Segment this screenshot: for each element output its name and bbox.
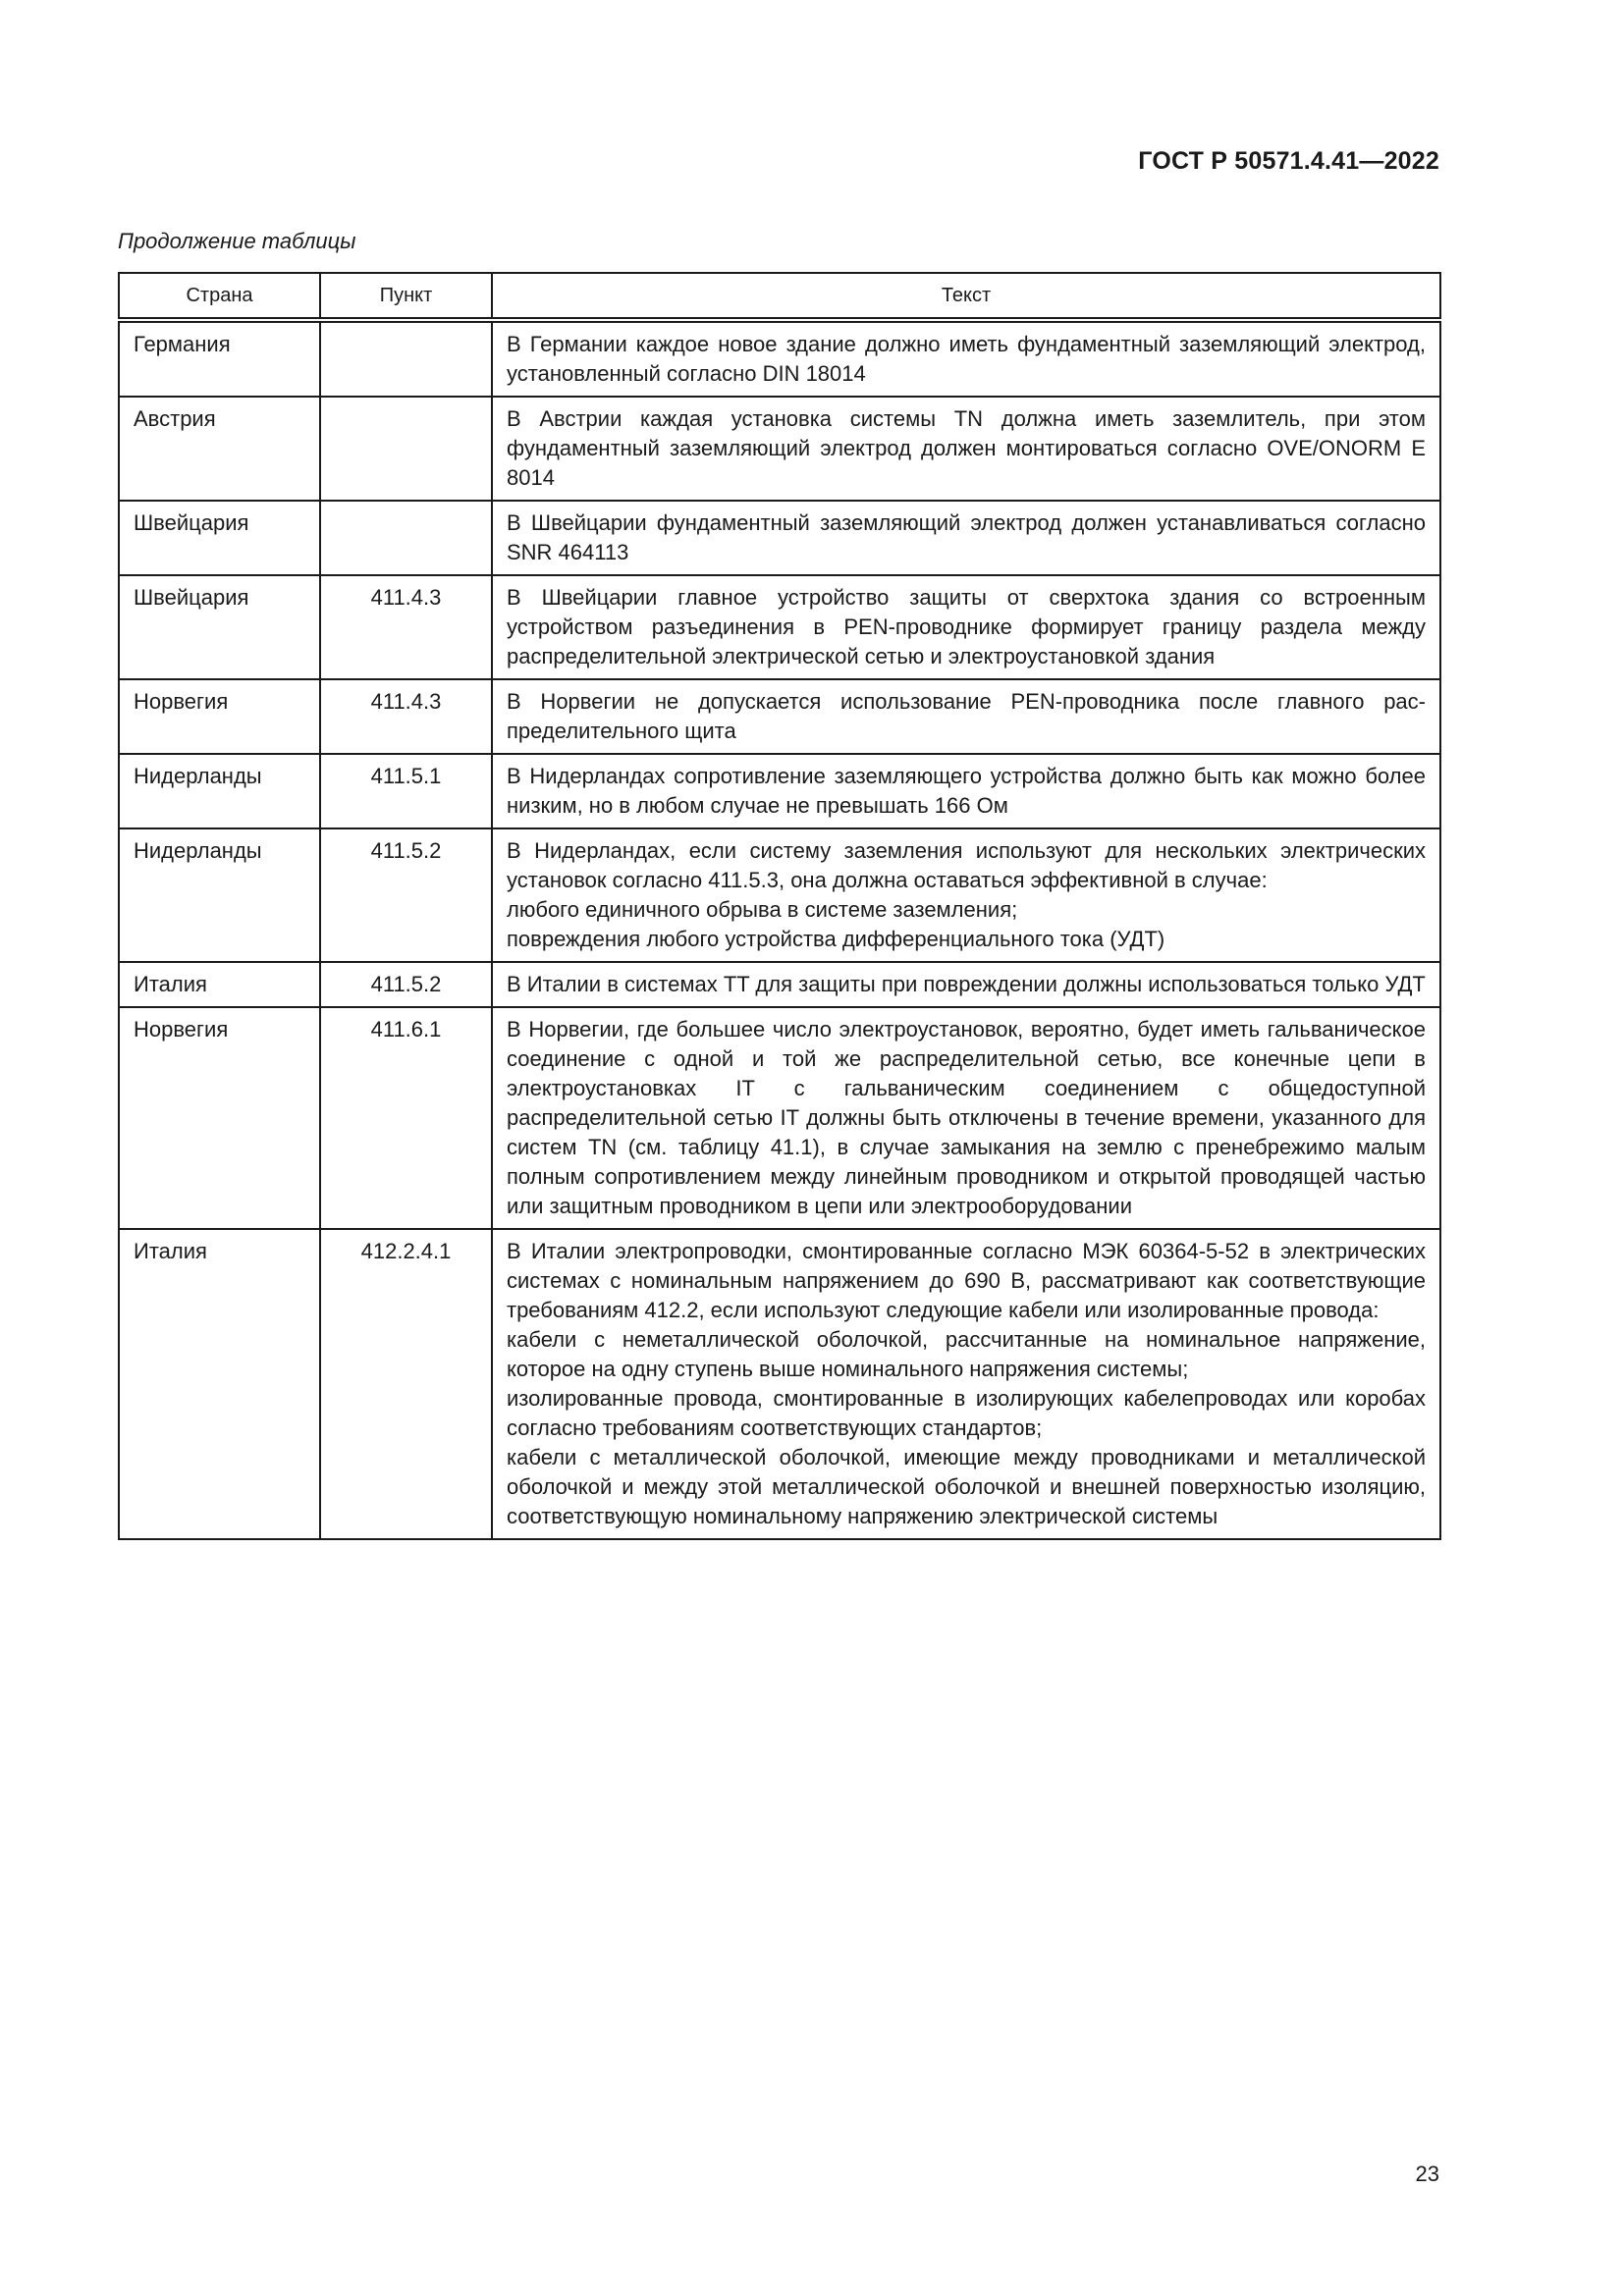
clause-cell <box>320 501 492 575</box>
text-cell <box>492 575 1440 679</box>
text-cell <box>492 828 1440 962</box>
clause-cell: 412.2.4.1 <box>320 1229 492 1539</box>
text-paragraph: любого единичного обрыва в системе заземления; <box>507 897 1018 922</box>
country-cell: Швейцария <box>119 575 320 679</box>
text-paragraph: В Швейцарии главное устройство защиты от сверхтока здания со встроенным устройством разъединения в PEN-проводнике формирует границу раздела между распределительной электрической сетью и электроустановкой здания <box>507 585 1426 668</box>
text-paragraph: В Норвегии, где большее число электроустановок, вероятно, будет иметь гальваническое соединение с одной и той же распределительной сетью, все конечные цепи в электроустановках IT с гальваническим соединением с общедоступной распределительной сетью IT должны быть отключены в течение времени, указанного для систем TN (см. таблицу 41.1), в случае замыкания на землю с пренебрежимо малым полным сопротивлением между линейным проводником и открытой проводящей частью или защитным проводником в цепи или электрооборудовании <box>507 1017 1426 1218</box>
column-header-clause: Пункт <box>320 273 492 320</box>
clause-cell: 411.4.3 <box>320 679 492 754</box>
text-paragraph: В Нидерландах сопротивление заземляющего устройства должно быть как можно более низким, но в любом случае не превышать 166 Ом <box>507 764 1426 818</box>
text-cell <box>492 679 1440 754</box>
text-paragraph: В Австрии каждая установка системы TN должна иметь заземлитель, при этом фундаментный заземляющий электрод должен монтироваться согласно OVE/ONORM E 8014 <box>507 406 1426 490</box>
text-paragraph: В Италии в системах TT для защиты при повреждении должны использоваться только УДТ <box>507 972 1426 996</box>
requirements-table <box>118 272 1441 1540</box>
text-cell <box>492 1229 1440 1539</box>
table-body <box>119 320 1440 1539</box>
table-caption: Продолжение таблицы <box>118 229 356 253</box>
country-cell: Швейцария <box>119 501 320 575</box>
table-row <box>119 501 1440 575</box>
table-row <box>119 754 1440 828</box>
table-header-row <box>119 273 1440 320</box>
text-paragraph: В Германии каждое новое здание должно иметь фундаментный заземляющий электрод, установленный согласно DIN 18014 <box>507 332 1426 386</box>
country-cell: Италия <box>119 962 320 1007</box>
clause-cell: 411.6.1 <box>320 1007 492 1229</box>
clause-cell <box>320 320 492 397</box>
country-cell: Нидерланды <box>119 754 320 828</box>
clause-cell: 411.5.2 <box>320 828 492 962</box>
text-cell <box>492 501 1440 575</box>
text-paragraph: В Норвегии не допускается использование PEN-проводника после главного распределительного щита <box>507 689 1426 743</box>
country-cell: Нидерланды <box>119 828 320 962</box>
country-cell: Италия <box>119 1229 320 1539</box>
text-paragraph: кабели с металлической оболочкой, имеющие между проводниками и металлической оболочкой и между этой металлической оболочкой и внешней поверхностью изоляцию, соответствующую номинальному напряжению электрической системы <box>507 1445 1426 1528</box>
table-row <box>119 397 1440 501</box>
column-header-country: Страна <box>119 273 320 320</box>
country-cell: Норвегия <box>119 679 320 754</box>
country-cell: Германия <box>119 320 320 397</box>
text-paragraph: изолированные провода, смонтированные в изолирующих кабелепроводах или коробах согласно требованиям соответствующих стандартов; <box>507 1386 1426 1440</box>
text-paragraph: В Италии электропроводки, смонтированные согласно МЭК 60364-5-52 в электрических системах с номинальным напряжением до 690 В, рассматривают как соответствующие требованиям 412.2, если используют следующие кабели или изолированные провода: <box>507 1239 1426 1322</box>
country-cell: Австрия <box>119 397 320 501</box>
clause-cell: 411.5.2 <box>320 962 492 1007</box>
table-row <box>119 828 1440 962</box>
table-row <box>119 962 1440 1007</box>
clause-cell <box>320 397 492 501</box>
text-cell <box>492 754 1440 828</box>
page-number: 23 <box>1415 2162 1439 2186</box>
text-paragraph: кабели с неметаллической оболочкой, рассчитанные на номинальное напряжение, которое на одну ступень выше номинального напряжения системы; <box>507 1327 1426 1381</box>
text-cell <box>492 397 1440 501</box>
table-row <box>119 679 1440 754</box>
text-cell <box>492 320 1440 397</box>
text-cell <box>492 962 1440 1007</box>
text-paragraph: В Швейцарии фундаментный заземляющий электрод должен устанавливаться согласно SNR 464113 <box>507 510 1426 564</box>
table-row <box>119 575 1440 679</box>
table-row <box>119 320 1440 397</box>
column-header-text: Текст <box>492 273 1440 320</box>
text-paragraph: повреждения любого устройства дифференциального тока (УДТ) <box>507 927 1165 951</box>
standard-designation: ГОСТ Р 50571.4.41—2022 <box>1138 147 1439 175</box>
table-header <box>119 273 1440 320</box>
text-cell <box>492 1007 1440 1229</box>
clause-cell: 411.5.1 <box>320 754 492 828</box>
table-row <box>119 1229 1440 1539</box>
clause-cell: 411.4.3 <box>320 575 492 679</box>
text-paragraph: В Нидерландах, если систему заземления используют для нескольких электрических установок согласно 411.5.3, она должна оставаться эффективной в случае: <box>507 838 1426 892</box>
table-row <box>119 1007 1440 1229</box>
country-cell: Норвегия <box>119 1007 320 1229</box>
